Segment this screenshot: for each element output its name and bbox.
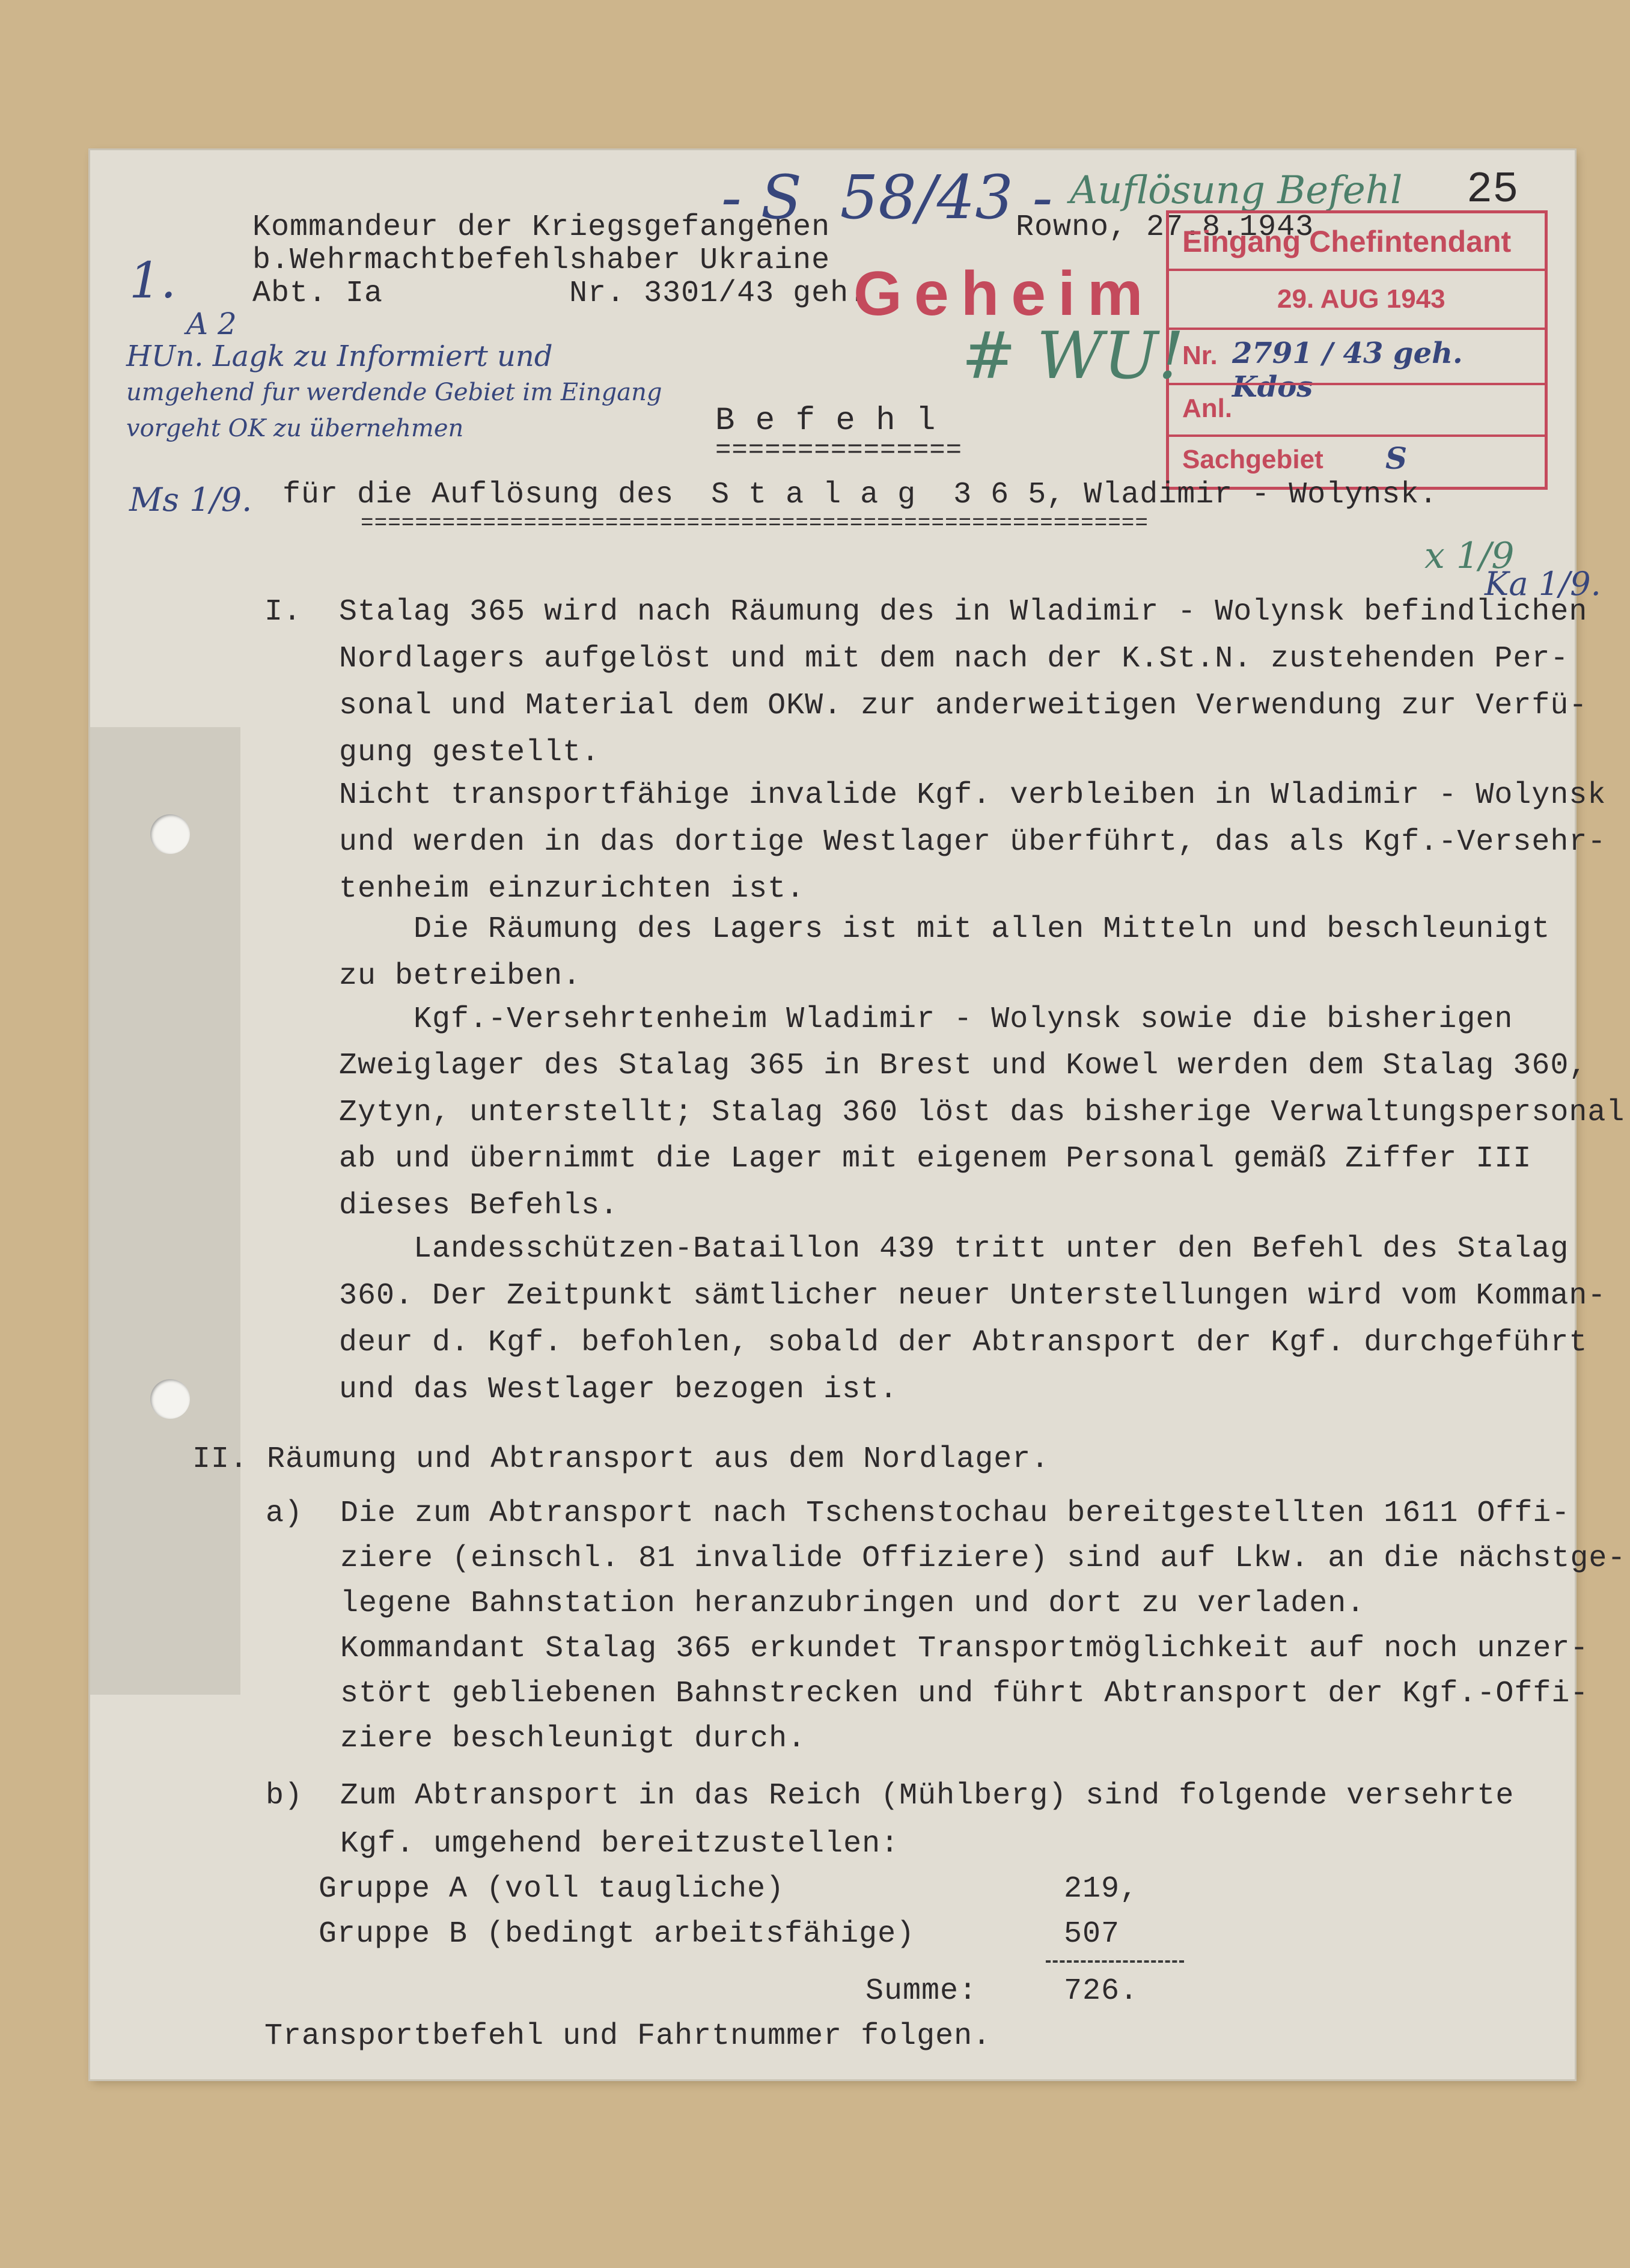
body-line: Zytyn, unterstellt; Stalag 360 löst das bisherige Verwaltungspersonal	[264, 1096, 1625, 1130]
header-line-2: b.Wehrmachtbefehlshaber Ukraine	[252, 243, 831, 278]
handwritten-right-note: x 1/9	[1424, 535, 1515, 577]
stamp-sach-value: S	[1385, 440, 1408, 476]
body-line: I. Stalag 365 wird nach Räumung des in Wladimir - Wolynsk befindlichen	[264, 595, 1588, 629]
body-line: 360. Der Zeitpunkt sämtlicher neuer Unterstellungen wird vom Komman-	[264, 1279, 1607, 1313]
handwritten-reference: - S 58/43 -	[721, 162, 1053, 233]
stamp-anl-label: Anl.	[1182, 394, 1233, 423]
group-a-value: 219,	[1064, 1872, 1139, 1906]
closing-line: Transportbefehl und Fahrtnummer folgen.	[264, 2019, 992, 2053]
body-line: deur d. Kgf. befohlen, sobald der Abtransport der Kgf. durchgeführt	[264, 1326, 1588, 1360]
body-line: Kgf. umgehend bereitzustellen:	[228, 1827, 900, 1861]
handwritten-note: HUn. Lagk zu Informiert und	[126, 340, 553, 373]
subtitle-rule: ==========================================================	[361, 511, 1149, 535]
handwritten-note: umgehend fur werdende Gebiet im Eingang	[126, 379, 662, 406]
title-rule: ===============	[715, 436, 963, 466]
margin-strip	[90, 727, 240, 1695]
body-line: ziere beschleunigt durch.	[228, 1722, 807, 1756]
place-date: Rowno, 27.8.1943	[1016, 210, 1314, 245]
group-b-label: Gruppe B (bedingt arbeitsfähige)	[319, 1917, 915, 1951]
punch-hole	[150, 814, 190, 854]
sum-value: 726.	[1064, 1974, 1139, 2008]
handwritten-date: Ms 1/9.	[129, 481, 252, 519]
body-line: stört gebliebenen Bahnstrecken und führt Abtransport der Kgf.-Offi-	[228, 1677, 1589, 1711]
body-line: ziere (einschl. 81 invalide Offiziere) sind auf Lkw. an die nächstge-	[228, 1541, 1626, 1576]
green-mark: # WU!	[962, 319, 1185, 394]
body-line: sonal und Material dem OKW. zur anderweitigen Verwendung zur Verfü-	[264, 689, 1588, 723]
body-line: Nordlagers aufgelöst und mit dem nach der K.St.N. zustehenden Per-	[264, 642, 1569, 676]
stamp-date: 29. AUG 1943	[1277, 284, 1445, 314]
handwritten-right-note: Ka 1/9.	[1485, 565, 1601, 603]
doc-subtitle: für die Auflösung des S t a l a g 3 6 5, Wladimir - Wolynsk.	[282, 478, 1438, 512]
stamp-nr-label: Nr.	[1182, 341, 1218, 370]
receipt-stamp	[1166, 210, 1548, 490]
header-line-3: Abt. Ia Nr. 3301/43 geh.	[252, 276, 868, 311]
body-line: gung gestellt.	[264, 736, 600, 770]
stamp-title: Eingang Chefintendant	[1182, 225, 1512, 258]
margin-number: 1.	[129, 252, 177, 309]
classification-geheim: Geheim	[853, 259, 1155, 329]
body-line: tenheim einzurichten ist.	[264, 872, 805, 906]
group-b-value: 507	[1064, 1917, 1120, 1951]
body-line: Kgf.-Versehrtenheim Wladimir - Wolynsk sowie die bisherigen	[264, 1002, 1513, 1037]
group-a-label: Gruppe A (voll taugliche)	[319, 1872, 785, 1906]
doc-title: B e f e h l	[715, 403, 936, 439]
body-line: a) Die zum Abtransport nach Tschenstochau bereitgestellten 1611 Offi-	[228, 1496, 1570, 1531]
body-line: dieses Befehls.	[264, 1189, 619, 1223]
stamp-nr-value: 2791 / 43 geh. Kdos	[1232, 337, 1463, 404]
handwritten-note-top: Auflösung Befehl	[1070, 168, 1403, 213]
body-line: und werden in das dortige Westlager überführt, das als Kgf.-Versehr-	[264, 825, 1607, 859]
body-line: b) Zum Abtransport in das Reich (Mühlberg) sind folgende versehrte	[228, 1779, 1515, 1813]
punch-hole	[150, 1379, 190, 1419]
body-line: Nicht transportfähige invalide Kgf. verbleiben in Wladimir - Wolynsk	[264, 778, 1607, 812]
section-heading: II. Räumung und Abtransport aus dem Nordlager.	[192, 1442, 1050, 1477]
body-line: zu betreiben.	[264, 959, 582, 993]
sum-rule	[1046, 1960, 1184, 1963]
body-line: und das Westlager bezogen ist.	[264, 1373, 899, 1407]
body-line: ab und übernimmt die Lager mit eigenem Personal gemäß Ziffer III	[264, 1142, 1532, 1176]
body-line: Landesschützen-Bataillon 439 tritt unter den Befehl des Stalag	[264, 1232, 1569, 1266]
sum-label: Summe:	[865, 1974, 978, 2008]
stamp-sach-label: Sachgebiet	[1182, 445, 1323, 474]
body-line: Kommandant Stalag 365 erkundet Transportmöglichkeit auf noch unzer-	[228, 1632, 1589, 1666]
handwritten-note: A 2	[186, 306, 237, 341]
body-line: Zweiglager des Stalag 365 in Brest und Kowel werden dem Stalag 360,	[264, 1049, 1588, 1083]
handwritten-note: vorgeht OK zu übernehmen	[126, 415, 464, 442]
body-line: Die Räumung des Lagers ist mit allen Mitteln und beschleunigt	[264, 912, 1551, 947]
page-number: 25	[1467, 165, 1519, 215]
body-line: legene Bahnstation heranzubringen und dort zu verladen.	[228, 1587, 1366, 1621]
header-line-1: Kommandeur der Kriegsgefangenen	[252, 210, 831, 245]
